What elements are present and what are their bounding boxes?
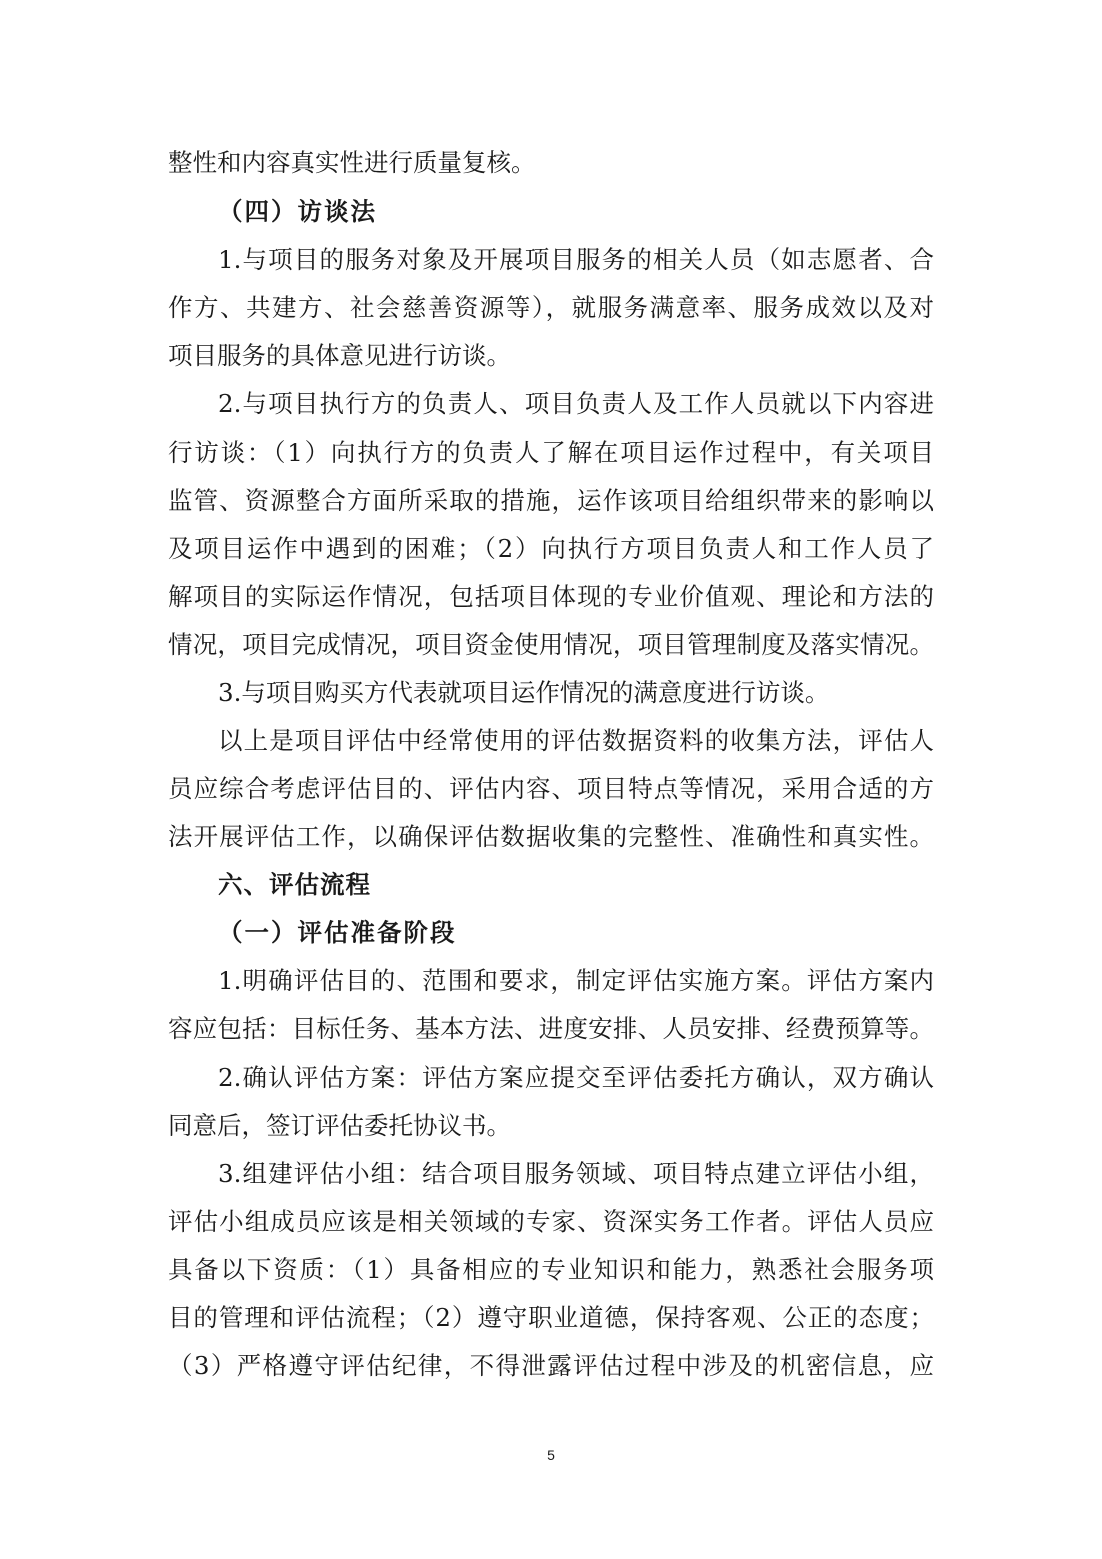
paragraph-line: 法开展评估工作，以确保评估数据收集的完整性、准确性和真实性。 [168,822,934,851]
paragraph-line: 3.组建评估小组：结合项目服务领域、项目特点建立评估小组， [218,1159,934,1188]
paragraph-line: 2.确认评估方案：评估方案应提交至评估委托方确认，双方确认 [218,1063,934,1092]
paragraph-line: （3）严格遵守评估纪律，不得泄露评估过程中涉及的机密信息，应 [168,1351,934,1380]
subsection-heading-interview: （四）访谈法 [218,197,377,226]
subsection-heading-preparation: （一）评估准备阶段 [218,918,457,947]
paragraph-line: 解项目的实际运作情况，包括项目体现的专业价值观、理论和方法的 [168,582,934,611]
paragraph-line: 1.与项目的服务对象及开展项目服务的相关人员（如志愿者、合 [218,245,934,274]
paragraph-line: 行访谈：（1）向执行方的负责人了解在项目运作过程中，有关项目 [168,438,934,467]
paragraph-line: 具备以下资质：（1）具备相应的专业知识和能力，熟悉社会服务项 [168,1255,934,1284]
paragraph-line: 情况，项目完成情况，项目资金使用情况，项目管理制度及落实情况。 [168,630,934,659]
paragraph-line: 以上是项目评估中经常使用的评估数据资料的收集方法，评估人 [218,726,934,755]
paragraph-line: 同意后，签订评估委托协议书。 [168,1111,511,1140]
paragraph-line: 作方、共建方、社会慈善资源等），就服务满意率、服务成效以及对 [168,293,934,322]
paragraph-line: 目的管理和评估流程；（2）遵守职业道德，保持客观、公正的态度； [168,1303,934,1332]
page-number: 5 [547,1447,555,1463]
section-heading-evaluation-process: 六、评估流程 [218,870,371,899]
paragraph-line: 项目服务的具体意见进行访谈。 [168,341,511,370]
paragraph-line: 监管、资源整合方面所采取的措施，运作该项目给组织带来的影响以 [168,486,934,515]
paragraph-line: 3.与项目购买方代表就项目运作情况的满意度进行访谈。 [218,678,830,707]
paragraph-line: 整性和内容真实性进行质量复核。 [168,148,536,177]
paragraph-line: 1.明确评估目的、范围和要求，制定评估实施方案。评估方案内 [218,966,934,995]
paragraph-line: 2.与项目执行方的负责人、项目负责人及工作人员就以下内容进 [218,389,934,418]
paragraph-line: 容应包括：目标任务、基本方法、进度安排、人员安排、经费预算等。 [168,1014,934,1043]
paragraph-line: 评估小组成员应该是相关领域的专家、资深实务工作者。评估人员应 [168,1207,934,1236]
paragraph-line: 员应综合考虑评估目的、评估内容、项目特点等情况，采用合适的方 [168,774,934,803]
paragraph-line: 及项目运作中遇到的困难；（2）向执行方项目负责人和工作人员了 [168,534,934,563]
